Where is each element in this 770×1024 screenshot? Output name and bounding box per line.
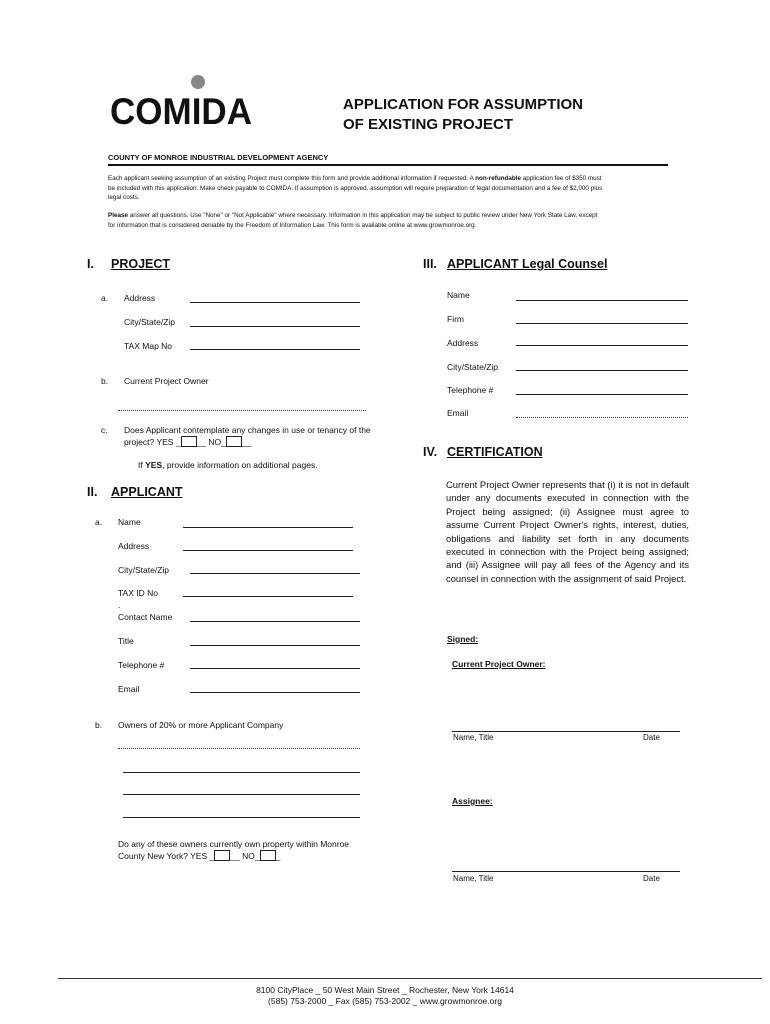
current-owner-label: Current Project Owner: [124, 376, 209, 386]
owners-question-line1: Do any of these owners currently own property within Monroe: [118, 839, 350, 849]
item-letter: b.: [101, 376, 109, 386]
footer-address: 8100 CityPlace _ 50 West Main Street _ Rochester, New York 14614: [256, 985, 514, 995]
intro-line3: legal costs.: [108, 194, 140, 202]
section-certification-heading: [423, 445, 543, 459]
section-title: APPLICANT Legal Counsel: [447, 257, 608, 271]
instructions-line2: for information that is considered deniable by the Freedom of Information Law. This form is available online at www.growmonroe.org.: [108, 221, 477, 229]
question-text: __ NO_: [230, 851, 260, 861]
counsel-city-field[interactable]: [516, 370, 688, 371]
applicant-name-field[interactable]: [183, 527, 353, 528]
applicant-phone-label: Telephone #: [118, 660, 165, 670]
applicant-title-label: Title: [118, 636, 134, 646]
changes-question: [124, 425, 371, 448]
name-title-caption: Name, Title: [453, 733, 494, 742]
section-number: II.: [87, 485, 98, 499]
section-project-heading: [87, 257, 170, 271]
question-text: __: [241, 437, 252, 447]
applicant-city-field[interactable]: [190, 573, 360, 574]
agency-name: COUNTY OF MONROE INDUSTRIAL DEVELOPMENT AGENCY: [108, 153, 329, 162]
current-owner-signature-line[interactable]: [452, 731, 680, 732]
applicant-name-label: Name: [118, 517, 141, 527]
date-caption: Date: [643, 733, 660, 742]
owners-field-4[interactable]: [123, 817, 360, 818]
no-checkbox[interactable]: [226, 436, 242, 447]
note-text: If: [138, 460, 146, 470]
counsel-name-field[interactable]: [516, 300, 688, 301]
counsel-firm-field[interactable]: [516, 323, 688, 324]
form-title: [343, 95, 583, 135]
section-number: IV.: [423, 445, 438, 459]
project-taxmap-label: TAX Map No: [124, 341, 173, 351]
applicant-contact-field[interactable]: [190, 621, 360, 622]
header-divider: [108, 164, 668, 166]
project-address-label: Address: [124, 293, 156, 303]
question-text: County New York? YES _: [118, 851, 215, 861]
instructions-bold: Please: [108, 212, 128, 219]
footer-contact: (585) 753-2000 _ Fax (585) 753-2002 _ www.growmonroe.org: [268, 996, 502, 1006]
name-title-caption: Name, Title: [453, 874, 494, 883]
counsel-name-label: Name: [447, 290, 470, 300]
assignee-signature-label: Assignee:: [452, 796, 493, 806]
signed-label: Signed:: [447, 634, 479, 644]
instructions-paragraph: [108, 211, 668, 230]
date-caption: Date: [643, 874, 660, 883]
question-text: _: [275, 851, 281, 861]
instructions-line1: [108, 211, 668, 221]
intro-line2: be included with this application. Make check payable to COMIDA. If assumption is approved, assumption will require preparation of legal documentation and a fee of $2,000 plus: [108, 184, 603, 192]
assignee-signature-line[interactable]: [452, 871, 680, 872]
owners-field-2[interactable]: [123, 772, 360, 773]
intro-line1: [108, 174, 668, 184]
owners-property-question: [118, 838, 349, 862]
applicant-address-label: Address: [118, 541, 150, 551]
item-letter: a.: [95, 517, 103, 527]
changes-question-line2: [124, 436, 371, 448]
form-title-line1: APPLICATION FOR ASSUMPTION: [343, 96, 583, 113]
intro-paragraph: [108, 174, 668, 203]
intro-bold: non-refundable: [475, 175, 521, 182]
section-title: CERTIFICATION: [447, 445, 543, 459]
applicant-address-field[interactable]: [183, 550, 353, 551]
intro-text: application fee of $350 must: [521, 175, 602, 182]
if-yes-note: [138, 460, 318, 470]
section-number: I.: [87, 257, 94, 271]
stray-period: .: [118, 600, 121, 610]
project-taxmap-field[interactable]: [190, 349, 360, 350]
project-address-field[interactable]: [190, 302, 360, 303]
counsel-email-label: Email: [447, 408, 469, 418]
section-counsel-heading: [423, 257, 607, 271]
note-text: , provide information on additional pages.: [162, 460, 318, 470]
counsel-phone-field[interactable]: [516, 394, 688, 395]
current-owner-field[interactable]: [118, 410, 366, 411]
counsel-email-field[interactable]: [516, 417, 688, 418]
project-city-label: City/State/Zip: [124, 317, 176, 327]
note-bold: YES: [145, 460, 163, 470]
item-letter: c.: [101, 425, 108, 435]
applicant-taxid-field[interactable]: [183, 596, 353, 597]
counsel-city-label: City/State/Zip: [447, 362, 499, 372]
yes-checkbox[interactable]: [214, 850, 230, 861]
section-number: III.: [423, 257, 437, 271]
comida-logo: [110, 74, 260, 128]
owners-question-line2: [118, 850, 349, 862]
project-city-field[interactable]: [190, 326, 360, 327]
instructions-text: answer all questions. Use "None" or "Not Applicable" where necessary. Information in this application may be subject to public review under New York State Law, except: [127, 212, 598, 219]
owners-label: Owners of 20% or more Applicant Company: [118, 720, 284, 730]
certification-text: Current Project Owner represents that (i) it is not in default under any documents executed in connection with the Project being assigned; (ii) Assignee must agree to assume Current Project Owner's rights, interest, duties, obligations and liability set forth in any documents executed in connection with the Project being assigned; and (iii) Assignee will pay all fees of the Agency and its counsel in connection with the assignment of said Project.: [446, 479, 689, 584]
current-owner-signature-label: Current Project Owner:: [452, 659, 546, 669]
intro-text: Each applicant seeking assumption of an existing Project must complete this form and provide additional information if requested. A: [108, 175, 476, 182]
form-title-line2: OF EXISTING PROJECT: [343, 116, 514, 133]
applicant-contact-label: Contact Name: [118, 612, 173, 622]
item-letter: b.: [95, 720, 103, 730]
applicant-city-label: City/State/Zip: [118, 565, 170, 575]
comida-logo-graphic: [110, 74, 260, 128]
changes-question-line1: Does Applicant contemplate any changes in use or tenancy of the: [124, 425, 371, 435]
section-applicant-heading: [87, 485, 183, 499]
owners-field-1[interactable]: [118, 748, 360, 749]
counsel-phone-label: Telephone #: [447, 385, 494, 395]
applicant-email-label: Email: [118, 684, 140, 694]
section-title: APPLICANT: [111, 485, 183, 499]
counsel-firm-label: Firm: [447, 314, 464, 324]
applicant-title-field[interactable]: [190, 645, 360, 646]
applicant-phone-field[interactable]: [190, 668, 360, 669]
counsel-address-field[interactable]: [516, 345, 688, 346]
owners-field-3[interactable]: [123, 794, 360, 795]
no-checkbox[interactable]: [260, 850, 276, 861]
counsel-address-label: Address: [447, 338, 479, 348]
svg-text:COMIDA: COMIDA: [110, 91, 252, 128]
item-letter: a.: [101, 293, 109, 303]
section-title: PROJECT: [111, 257, 171, 271]
applicant-email-field[interactable]: [190, 692, 360, 693]
applicant-taxid-label: TAX ID No: [118, 588, 158, 598]
yes-checkbox[interactable]: [181, 436, 197, 447]
question-text: __ NO_: [196, 437, 226, 447]
footer-divider: [58, 978, 762, 979]
question-text: project? YES _: [124, 437, 181, 447]
